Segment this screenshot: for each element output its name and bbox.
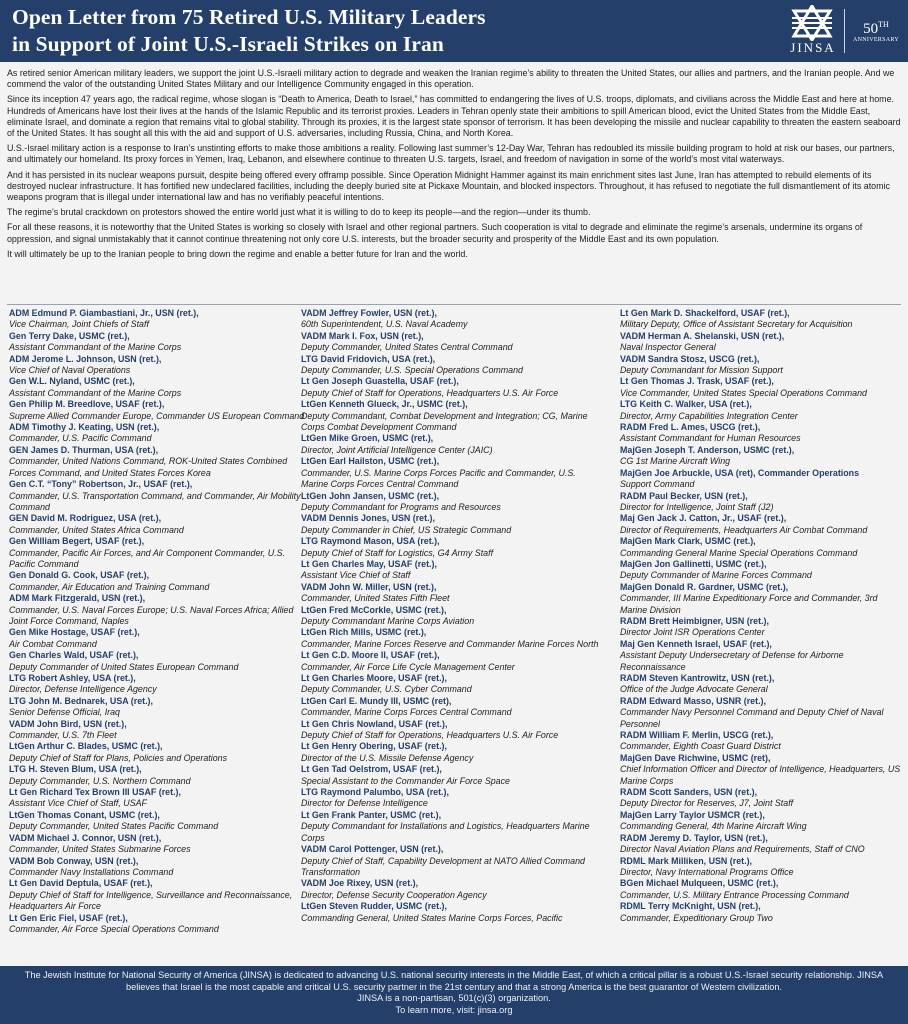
signatory-entry: [620, 673, 906, 696]
signatory-title: Commanding General Marine Special Operations Command: [620, 547, 858, 558]
signatory-name: VADM Carol Pottenger, USN (ret.),: [301, 844, 444, 855]
signatory-name: RADM Jeremy D. Taylor, USN (ret.),: [620, 832, 768, 843]
signatory-name: MajGen Joe Arbuckle, USA (ret), Commander Operations: [620, 467, 860, 478]
signatory-name: VADM Jeffrey Fowler, USN (ret.),: [301, 308, 437, 318]
signatory-name: Lt Gen Thomas J. Trask, USAF (ret.),: [620, 376, 774, 387]
signatory-title: Director, Joint Artificial Intelligence Center (JAIC): [301, 444, 493, 455]
signatory-entry: [620, 513, 906, 536]
signatory-name: VADM Dennis Jones, USN (ret.),: [301, 513, 435, 524]
signatory-column-1: [9, 308, 309, 935]
signatory-entry: [301, 331, 601, 354]
signatory-title: Commander, United States Fifth Fleet: [301, 593, 450, 604]
signatory-name: Lt Gen Eric Fiel, USAF (ret.),: [9, 912, 128, 923]
signatory-title: Commander, Air Force Special Operations Command: [9, 923, 219, 934]
signatory-name: Gen Philip M. Breedlove, USAF (ret.),: [9, 399, 165, 410]
signatory-title: Commander, U.S. 7th Fleet: [9, 730, 117, 741]
signatory-entry: [9, 354, 309, 377]
signatory-title: Deputy Commander, United States Pacific Command: [9, 821, 219, 832]
signatory-entry: [301, 696, 601, 719]
signatory-name: Lt Gen Charles May, USAF (ret.),: [301, 558, 437, 569]
signatory-title: Office of the Judge Advocate General: [620, 684, 768, 695]
signatory-title: Commander, Pacific Air Forces, and Air Component Commander, U.S. Pacific Command: [9, 547, 286, 569]
paragraph: The regime’s brutal crackdown on protestors showed the entire world just what it is willing to do to keep its people—and the region—under its thumb.: [7, 207, 591, 218]
signatory-title: Deputy Chief of Staff for Intelligence, Surveillance and Reconnaissance, Headquarters Air Force: [9, 889, 293, 912]
signatory-name: Gen Donald G. Cook, USAF (ret.),: [9, 570, 150, 581]
signatory-entry: [9, 787, 309, 810]
signatory-entry: [9, 696, 309, 719]
signatory-title: Assistant Commandant of the Marine Corps: [9, 342, 182, 353]
signatory-title: Commander Navy Personnel Command and Deputy Chief of Naval Personnel: [620, 707, 884, 729]
signatory-title: Commander, III Marine Expeditionary Force and Commander, 3rd Marine Division: [620, 593, 878, 615]
signatory-entry: [301, 901, 601, 924]
signatory-name: ADM Timothy J. Keating, USN (ret.),: [9, 422, 160, 433]
signatory-title: Director for Intelligence, Joint Staff (J2): [620, 501, 774, 512]
signatory-entry: [9, 856, 309, 879]
signatory-column-2: [301, 308, 601, 924]
signatory-name: LtGen Earl Hailston, USMC (ret.),: [301, 456, 440, 467]
signatory-name: Lt Gen Mark D. Shackelford, USAF (ret.),: [620, 308, 790, 318]
signatory-title: Commander, United States Submarine Forces: [9, 844, 191, 855]
signatory-name: Lt Gen Henry Obering, USAF (ret.),: [301, 741, 447, 752]
signatory-name: MajGen Jon Gallinetti, USMC (ret.),: [620, 558, 767, 569]
signatory-title: Support Command: [620, 479, 695, 490]
signatory-entry: [301, 582, 601, 605]
signatory-entry: [9, 513, 309, 536]
signatory-name: LTG John M. Bednarek, USA (ret.),: [9, 695, 153, 706]
signatory-name: LtGen Thomas Conant, USMC (ret.),: [9, 809, 160, 820]
signatory-entry: [9, 376, 309, 399]
signatory-entry: [9, 673, 309, 696]
signatory-title: Assistant Deputy Undersecretary of Defense for Airborne Reconnaissance: [620, 650, 844, 672]
signatory-entry: [620, 582, 906, 616]
signatory-name: LtGen Carl E. Mundy III, USMC (ret),: [301, 695, 452, 706]
signatory-name: Lt Gen Charles Moore, USAF (ret.),: [301, 673, 447, 683]
signatory-title: Commander, Air Force Life Cycle Management Center: [301, 661, 515, 672]
header-banner: [0, 0, 908, 62]
signatory-name: Lt Gen C.D. Moore II, USAF (ret.),: [301, 650, 440, 661]
signatory-entry: [301, 513, 601, 536]
signatory-title: Deputy Chief of Staff for Plans, Policies and Operations: [9, 752, 228, 763]
signatory-entry: [9, 810, 309, 833]
paragraph: It will ultimately be up to the Iranian people to bring down the regime and enable a better future for Iran and the world.: [7, 248, 468, 259]
signatory-title: Director, Defense Security Cooperation Agency: [301, 889, 487, 900]
signatory-title: Assistant Vice Chief of Staff: [301, 570, 411, 581]
signatory-name: GEN James D. Thurman, USA (ret.),: [9, 444, 159, 455]
signatory-title: Commander, Expeditionary Group Two: [620, 912, 773, 923]
signatory-entry: [9, 308, 309, 331]
signatory-name: RADM Edward Masso, USNR (ret.),: [620, 695, 766, 706]
signatory-entry: [620, 639, 906, 673]
signatory-entry: [620, 491, 906, 514]
signatory-entry: [301, 376, 601, 399]
signatory-name: MajGen Joseph T. Anderson, USMC (ret.),: [620, 444, 795, 455]
signatory-name: LTG David Fridovich, USA (ret.),: [301, 353, 436, 364]
signatory-name: RADM Fred L. Ames, USCG (ret.),: [620, 422, 761, 433]
signatory-title: Director, Defense Intelligence Agency: [9, 684, 157, 695]
signatory-entry: [301, 456, 601, 490]
signatory-name: ADM Edmund P. Giambastiani, Jr., USN (ret.),: [9, 308, 199, 318]
signatory-title: Assistant Commandant of the Marine Corps: [9, 387, 182, 398]
signatory-name: Lt Gen David Deptula, USAF (ret.),: [9, 878, 153, 889]
signatory-title: Deputy Chief of Staff for Operations, Headquarters U.S. Air Force: [301, 730, 559, 741]
signatory-name: LTG Keith C. Walker, USA (ret.),: [620, 399, 752, 410]
signatory-entry: [9, 536, 309, 570]
signatory-title: Deputy Commander, U.S. Northern Command: [9, 775, 191, 786]
signatory-name: Gen Charles Wald, USAF (ret.),: [9, 650, 139, 661]
signatory-name: ADM Mark Fitzgerald, USN (ret.),: [9, 593, 146, 604]
signatory-entry: [301, 878, 601, 901]
signatory-title: Commander, United Nations Command, ROK-United States Combined Forces Command, and United States Forces Korea: [9, 456, 288, 478]
signatory-title: Assistant Vice Chief of Staff, USAF: [9, 798, 147, 809]
signatory-entry: [9, 479, 309, 513]
signatory-title: Commander, Air Education and Training Command: [9, 581, 210, 592]
footer: [0, 966, 908, 1024]
signatory-name: MajGen Dave Richwine, USMC (ret),: [620, 752, 771, 763]
signatory-name: Lt Gen Frank Panter, USMC (ret.),: [301, 809, 442, 820]
signatory-title: Deputy Commander in Chief, US Strategic Command: [301, 524, 512, 535]
signatory-name: Lt Gen Chris Nowland, USAF (ret.),: [301, 718, 448, 729]
signatory-entry: [301, 673, 601, 696]
signatory-name: LtGen Kenneth Glueck, Jr., USMC (ret.),: [301, 399, 468, 410]
signatory-name: RADM William F. Merlin, USCG (ret.),: [620, 730, 774, 741]
signatory-title: Vice Chairman, Joint Chiefs of Staff: [9, 319, 149, 330]
signatory-entry: [620, 856, 906, 879]
signatory-entry: [620, 730, 906, 753]
signatory-entry: [301, 491, 601, 514]
signatory-entry: [301, 719, 601, 742]
signatory-entry: [9, 422, 309, 445]
signatory-title: Assistant Commandant for Human Resources: [620, 433, 801, 444]
signatory-entry: [620, 468, 906, 491]
signatory-title: Deputy Director for Reserves, J7, Joint Staff: [620, 798, 794, 809]
signatory-entry: [620, 354, 906, 377]
signatory-name: Lt Gen Tad Oelstrom, USAF (ret.),: [301, 764, 442, 775]
signatory-name: VADM Mark I. Fox, USN (ret.),: [301, 330, 424, 341]
paragraph: For all these reasons, it is noteworthy that the United States is working so closely with Israel and other regional partners. Such cooperation is vital to degrade and eliminate the regime’s arsenals, undermine its organs of oppression, and signal unmistakably that it cannot continue threatening not only core U.S. interests, but the broader security and prosperity of the Middle East and its own population.: [7, 222, 863, 244]
page-title: Open Letter from 75 Retired U.S. Military Leaders in Support of Joint U.S.-Israeli Strikes on Iran: [12, 5, 486, 56]
signatory-title: Senior Defense Official, Iraq: [9, 707, 120, 718]
signatory-entry: [9, 445, 309, 479]
signatory-name: Maj Gen Jack J. Catton, Jr., USAF (ret.),: [620, 513, 787, 524]
signatory-entry: [620, 833, 906, 856]
signatory-name: ADM Jerome L. Johnson, USN (ret.),: [9, 353, 162, 364]
signatory-title: Commander Navy Installations Command: [9, 866, 174, 877]
paragraph: And it has persisted in its nuclear weapons pursuit, despite being offered every offramp possible. Since Operation Midnight Hammer against its main enrichment sites last June, Iran has attempted to rebuild elements of its destroyed nuclear infrastructure. It has fortified new undeclared facilities, including the deeply buried site at Pickaxe Mountain, and blocked inspectors. Throughout, it has refused to negotiate the full dismantlement of its atomic weapons program that is illegal under international law and has no verifiably peaceful intentions.: [7, 169, 890, 203]
signatory-entry: [9, 650, 309, 673]
signatory-entry: [620, 696, 906, 730]
signatory-entry: [620, 445, 906, 468]
signatory-name: Lt Gen Joseph Guastella, USAF (ret.),: [301, 376, 459, 387]
signatory-title: Commanding General, United States Marine Corps Forces, Pacific: [301, 912, 563, 923]
signatory-title: Special Assistant to the Commander Air Force Space: [301, 775, 510, 786]
paragraph: As retired senior American military leaders, we support the joint U.S.-Israeli military action to degrade and weaken the Iranian regime’s ability to threaten the United States, our allies and partners, and the Iranian people. And we commend the valor of the outstanding United States Military and our Intelligence Community engaged in this operation.: [7, 68, 895, 90]
signatory-title: Commander, Eighth Coast Guard District: [620, 741, 781, 752]
signatory-entry: [9, 570, 309, 593]
signatory-name: LTG Raymond Mason, USA (ret.),: [301, 536, 440, 547]
signatory-name: MajGen Larry Taylor USMCR (ret.),: [620, 809, 765, 820]
signatory-name: LtGen Fred McCorkle, USMC (ret.),: [301, 604, 447, 615]
signatory-title: Chief Information Officer and Director of Intelligence, Headquarters, US Marine Corps: [620, 764, 901, 786]
signatory-name: Gen W.L. Nyland, USMC (ret.),: [9, 376, 135, 387]
logo-text: JINSA: [790, 40, 836, 55]
signatory-entry: [301, 605, 601, 628]
signatory-name: LTG Raymond Palumbo, USA (ret.),: [301, 787, 449, 798]
signatory-entry: [301, 844, 601, 878]
signatory-title: Deputy Commander of United States European Command: [9, 661, 239, 672]
signatory-entry: [301, 536, 601, 559]
signatory-title: Director for Defense Intelligence: [301, 798, 428, 809]
signatory-title: Supreme Allied Commander Europe, Commander US European Command: [9, 410, 305, 421]
logo-divider: [844, 9, 845, 53]
signatory-title: Deputy Commandant, Combat Development and Integration; CG, Marine Corps Combat Development Command: [301, 410, 588, 433]
signatory-entry: [301, 354, 601, 377]
signatory-title: Deputy Chief of Staff, Capability Development at NATO Allied Command Transformation: [301, 855, 585, 877]
signatory-entry: [9, 741, 309, 764]
anniversary-badge: 50TH ANNIVERSARY: [853, 20, 899, 43]
signatory-entry: [301, 787, 601, 810]
signatory-title: Vice Chief of Naval Operations: [9, 365, 131, 376]
signatory-name: Gen William Begert, USAF (ret.),: [9, 536, 145, 547]
signatory-entry: [301, 308, 601, 331]
signatory-name: LtGen Mike Groen, USMC (ret.),: [301, 433, 434, 444]
signatory-title: Director Joint ISR Operations Center: [620, 627, 765, 638]
signatory-entry: [9, 331, 309, 354]
footer-status: JINSA is a non-partisan, 501(c)(3) organization.: [357, 993, 551, 1003]
signatory-name: BGen Michael Mulqueen, USMC (ret.),: [620, 878, 779, 889]
signatory-entry: [620, 810, 906, 833]
signatory-title: 60th Superintendent, U.S. Naval Academy: [301, 319, 468, 330]
divider: [7, 304, 901, 305]
signatory-title: Director, Navy International Programs Office: [620, 866, 794, 877]
signatory-title: Commander, Marine Corps Forces Central Command: [301, 707, 512, 718]
signatory-name: RDML Terry McKnight, USN (ret.),: [620, 901, 761, 912]
signatory-title: Director Naval Aviation Plans and Requirements, Staff of CNO: [620, 844, 865, 855]
signatory-name: Gen Terry Dake, USMC (ret.),: [9, 330, 130, 341]
signatory-entry: [301, 433, 601, 456]
signatory-name: RADM Brett Heimbigner, USN (ret.),: [620, 615, 769, 626]
signatory-entry: [301, 650, 601, 673]
signatory-name: Lt Gen Richard Tex Brown III USAF (ret.),: [9, 787, 181, 798]
signatory-name: RADM Scott Sanders, USN (ret.),: [620, 787, 758, 798]
signatory-entry: [620, 399, 906, 422]
signatory-entry: [620, 422, 906, 445]
signatory-entry: [301, 399, 601, 433]
signatory-name: VADM Michael J. Connor, USN (ret.),: [9, 832, 162, 843]
footer-description: The Jewish Institute for National Security of America (JINSA) is dedicated to advancing U.S. national security interests in the Middle East, of which a critical pillar is a robust U.S.-Israel security relationship. JINSA believes that Israel is the most capable and critical U.S. security partner in the 21st century and that a strong America is the best guarantor of Western civilization.: [24, 970, 884, 992]
signatory-name: VADM John Bird, USN (ret.),: [9, 718, 127, 729]
signatory-entry: [9, 913, 309, 936]
signatory-entry: [9, 627, 309, 650]
signatory-title: Deputy Chief of Staff for Logistics, G4 Army Staff: [301, 547, 494, 558]
jinsa-logo: [786, 5, 904, 57]
signatory-entry: [9, 399, 309, 422]
signatory-name: GEN David M. Rodriguez, USA (ret.),: [9, 513, 162, 524]
signatory-title: Deputy Chief of Staff for Operations, Headquarters U.S. Air Force: [301, 387, 559, 398]
signatory-entry: [620, 331, 906, 354]
signatory-title: Deputy Commandant for Mission Support: [620, 365, 783, 376]
signatory-name: LtGen John Jansen, USMC (ret.),: [301, 490, 440, 501]
signatory-name: RADM Paul Becker, USN (ret.),: [620, 490, 748, 501]
signatory-entry: [301, 810, 601, 844]
signatory-title: Director of Requirements, Headquarters Air Combat Command: [620, 524, 868, 535]
signatory-entry: [620, 901, 906, 924]
signatory-name: LtGen Arthur C. Blades, USMC (ret.),: [9, 741, 163, 752]
signatory-title: Vice Commander, United States Special Operations Command: [620, 387, 867, 398]
signatory-title: Commander, U.S. Pacific Command: [9, 433, 152, 444]
signatory-entry: [620, 616, 906, 639]
signatory-title: Deputy Commander, United States Central Command: [301, 342, 513, 353]
signatory-entry: [620, 376, 906, 399]
signatory-title: Commander, United States Africa Command: [9, 524, 184, 535]
signatory-title: Commander, U.S. Naval Forces Europe; U.S. Naval Forces Africa; Allied Joint Force Command, Naples: [9, 604, 294, 626]
signatory-entry: [301, 764, 601, 787]
signatory-entry: [620, 878, 906, 901]
signatory-name: VADM Sandra Stosz, USCG (ret.),: [620, 353, 760, 364]
signatory-entry: [9, 719, 309, 742]
signatory-title: Deputy Commandant for Installations and Logistics, Headquarters Marine Corps: [301, 821, 590, 843]
signatory-name: RADM Steven Kantrowitz, USN (ret.),: [620, 673, 775, 683]
signatory-entry: [9, 764, 309, 787]
signatory-entry: [9, 833, 309, 856]
signatory-name: LtGen Rich Mills, USMC (ret.),: [301, 627, 427, 638]
signatory-title: Director, Army Capabilities Integration Center: [620, 410, 798, 421]
paragraph: U.S.-Israel military action is a response to Iran’s unstinting efforts to make those ambitions a reality. Following last summer’s 12-Day War, Tehran has redoubled its missile building program to hold at risk our bases, our partners, and ultimately our homeland. Its proxy forces in Yemen, Iraq, Lebanon, and elsewhere continue to threaten U.S. targets, Israel, and freedom of navigation in some of the world’s most vital waterways.: [7, 143, 895, 165]
signatory-entry: [620, 559, 906, 582]
signatory-name: VADM John W. Miller, USN (ret.),: [301, 581, 437, 592]
signatory-entry: [620, 753, 906, 787]
paragraph: Since its inception 47 years ago, the radical regime, whose slogan is “Death to America, Death to Israel,” has committed to endangering the lives of U.S. troops, diplomats, and civilians across the Middle East and here at home. Hundreds of Americans have lost their lives at the hands of the Islamic Republic and its terrorist proxies. Leaders in Tehran openly state their ambitions to spill American blood, evict the United States from the Middle East, eliminate Israel, and dominate a region that remains vital to global stability. Through its proxies, it is the largest state sponsor of terrorism. It has been developing the missile and nuclear capability to threaten the eastern seaboard of the United States. It has sought all this with the aid and support of U.S. adversaries, including Russia, China, and North Korea.: [7, 94, 901, 139]
signatory-title: Military Deputy, Office of Assistant Secretary for Acquisition: [620, 319, 853, 330]
signatory-name: VADM Herman A. Shelanski, USN (ret.),: [620, 330, 785, 341]
signatory-title: Commander, U.S. Marine Corps Forces Pacific and Commander, U.S. Marine Corps Forces Central Command: [301, 467, 576, 490]
signatory-title: Commander, U.S. Military Entrance Processing Command: [620, 889, 849, 900]
footer-link[interactable]: To learn more, visit: jinsa.org: [395, 1004, 513, 1015]
signatory-name: VADM Joe Rixey, USN (ret.),: [301, 878, 419, 889]
signatory-title: Deputy Commander, U.S. Special Operations Command: [301, 365, 523, 376]
letter-body: [7, 68, 903, 264]
signatory-title: CG 1st Marine Aircraft Wing: [620, 456, 731, 467]
signatory-name: VADM Bob Conway, USN (ret.),: [9, 855, 139, 866]
signatory-entry: [301, 627, 601, 650]
signatory-entry: [620, 536, 906, 559]
signatory-title: Air Combat Command: [9, 638, 97, 649]
signatory-entry: [301, 559, 601, 582]
signatory-name: Gen Mike Hostage, USAF (ret.),: [9, 627, 140, 638]
signatory-name: LtGen Steven Rudder, USMC (ret.),: [301, 901, 447, 912]
signatory-name: RDML Mark Milliken, USN (ret.),: [620, 855, 752, 866]
signatory-title: Commander, U.S. Transportation Command, and Commander, Air Mobility Command: [9, 490, 301, 512]
signatory-entry: [9, 593, 309, 627]
signatory-column-3: [620, 308, 906, 924]
signatory-title: Deputy Commandant Marine Corps Aviation: [301, 615, 475, 626]
signatory-title: Commanding General, 4th Marine Aircraft Wing: [620, 821, 807, 832]
star-of-david-icon: [788, 5, 836, 41]
signatory-name: LTG Robert Ashley, USA (ret.),: [9, 673, 136, 683]
signatory-entry: [620, 787, 906, 810]
signatory-name: MajGen Donald R. Gardner, USMC (ret.),: [620, 581, 789, 592]
signatory-title: Deputy Commander of Marine Forces Command: [620, 570, 812, 581]
signatory-name: MajGen Mark Clark, USMC (ret.),: [620, 536, 756, 547]
signatory-entry: [9, 878, 309, 912]
signatory-name: Maj Gen Kenneth Israel, USAF (ret.),: [620, 638, 772, 649]
signatory-title: Deputy Commander, U.S. Cyber Command: [301, 684, 472, 695]
signatory-name: Gen C.T. “Tony” Robertson, Jr., USAF (ret.),: [9, 479, 193, 490]
signatory-title: Director of the U.S. Missile Defense Agency: [301, 752, 474, 763]
signatory-entry: [620, 308, 906, 331]
signatory-title: Naval Inspector General: [620, 342, 716, 353]
signatory-title: Deputy Commandant for Programs and Resources: [301, 501, 501, 512]
signatory-title: Commander, Marine Forces Reserve and Commander Marine Forces North: [301, 638, 599, 649]
signatory-name: LTG H. Steven Blum, USA (ret.),: [9, 764, 142, 775]
signatory-entry: [301, 741, 601, 764]
